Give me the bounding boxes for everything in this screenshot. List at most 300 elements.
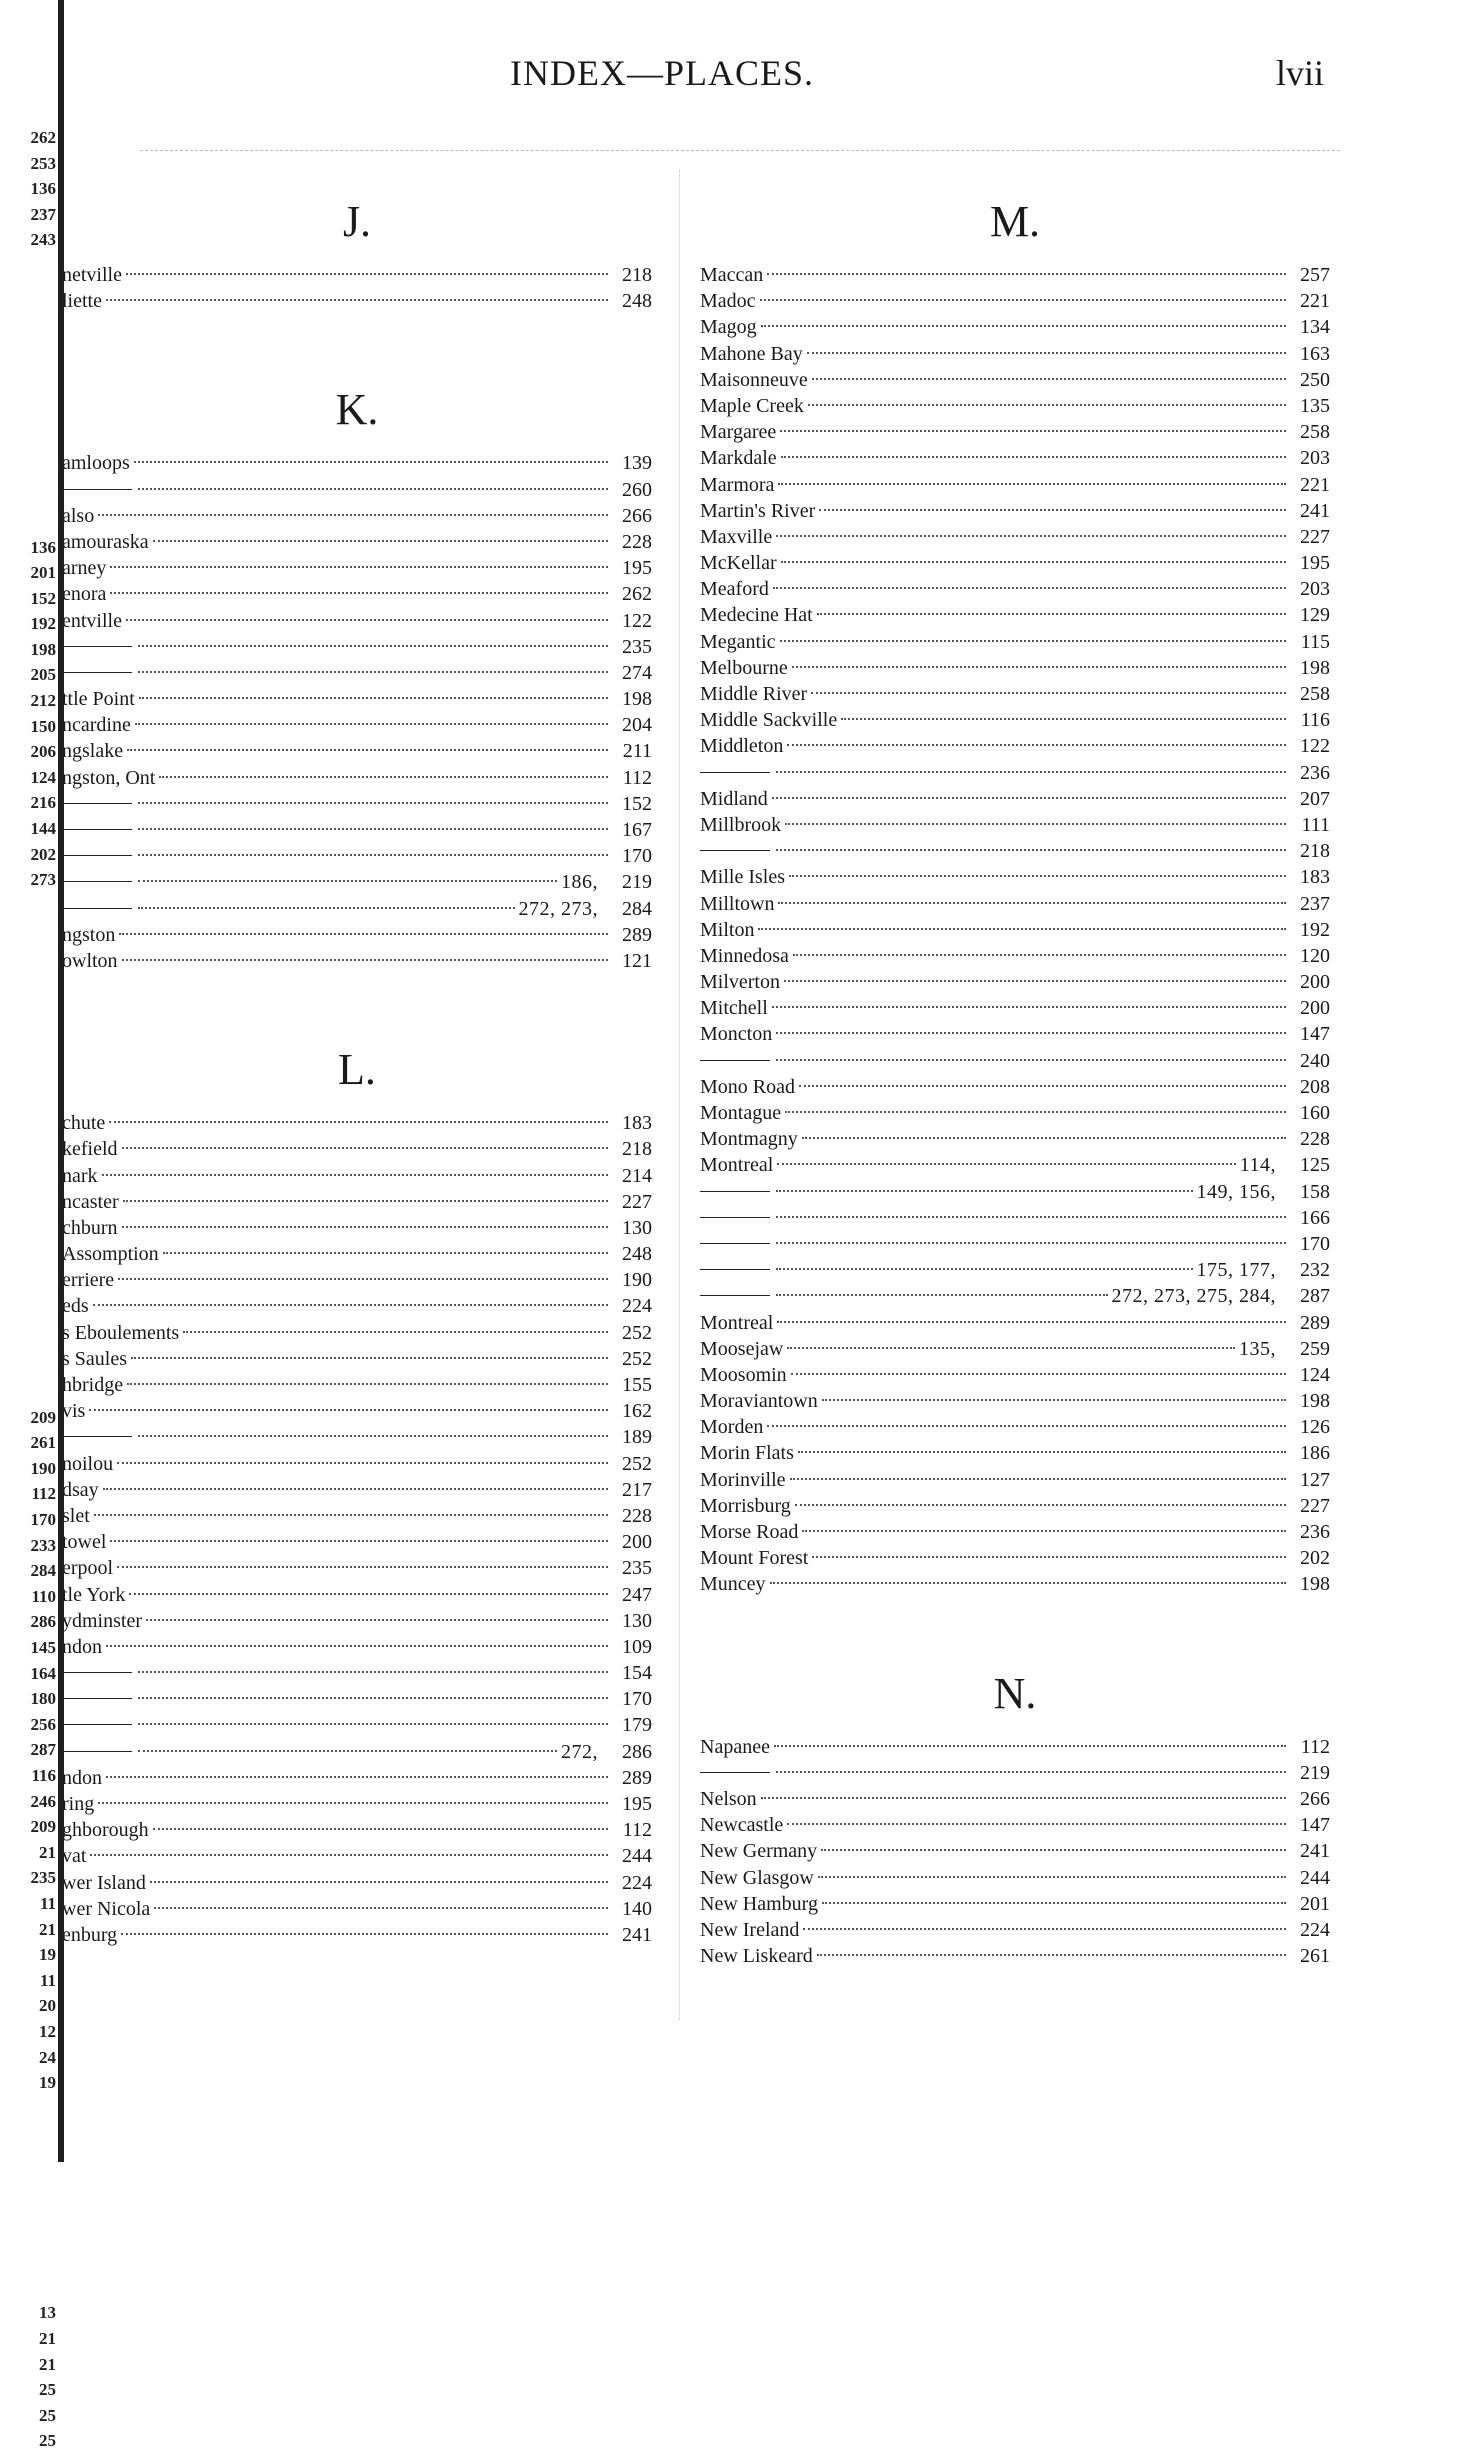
page-reference: 111: [1301, 813, 1330, 836]
edge-number: 112: [31, 1484, 56, 1504]
place-name: also: [62, 504, 95, 527]
index-entry: [62, 1870, 652, 1896]
dot-leader: [772, 1006, 1286, 1008]
page-reference: 211: [622, 740, 652, 763]
dot-leader: [153, 540, 608, 542]
page-reference: 219: [1300, 1761, 1330, 1784]
page-reference: 244: [622, 1845, 652, 1868]
index-entry: [700, 1100, 1330, 1126]
place-name: Napanee: [700, 1735, 770, 1758]
edge-number: [0, 1302, 58, 1328]
edge-number: [0, 2121, 58, 2147]
edge-number: 150: [30, 716, 56, 736]
place-name: wer Island: [62, 1871, 146, 1894]
dot-leader: [93, 1304, 608, 1306]
index-entry: [62, 529, 652, 555]
page-reference: 266: [622, 504, 652, 527]
section-letter: N.: [993, 1668, 1037, 1718]
index-entry: [700, 786, 1330, 812]
index-entry: [700, 1943, 1330, 1969]
page-reference: 252: [622, 1321, 652, 1344]
edge-number: [0, 1379, 58, 1405]
edge-number: [0, 483, 58, 509]
section-letter: K.: [335, 385, 379, 435]
index-entry: [700, 288, 1330, 314]
page-reference: 147: [1300, 1023, 1330, 1046]
index-entry: [62, 1922, 652, 1948]
dot-leader: [761, 1797, 1286, 1799]
page-reference: 261: [1300, 1945, 1330, 1968]
place-name: Montmagny: [700, 1128, 798, 1151]
index-entry: [62, 581, 652, 607]
place-name: nark: [62, 1164, 98, 1187]
dot-leader: [793, 954, 1286, 956]
index-entry: [62, 1634, 652, 1660]
page-reference: 218: [622, 264, 652, 286]
page-reference: 195: [622, 557, 652, 580]
dot-leader: [138, 488, 608, 490]
edge-number: [0, 355, 58, 381]
page-reference: 208: [1300, 1075, 1330, 1098]
page-reference: 170: [1300, 1232, 1330, 1255]
right-column: [700, 190, 1330, 2033]
place-name: ngston: [62, 923, 116, 946]
place-name: Margaree: [700, 421, 777, 444]
index-entry: [62, 686, 652, 712]
page-reference: 259: [1300, 1337, 1330, 1360]
edge-number: 13: [39, 2303, 56, 2323]
edge-number: 235: [30, 1868, 56, 1888]
index-entry: [700, 760, 1330, 786]
edge-number: [0, 1277, 58, 1303]
place-name: Midland: [700, 787, 768, 810]
page-reference: 140: [622, 1897, 652, 1920]
index-entry: [700, 550, 1330, 576]
index-entry: [700, 1734, 1330, 1760]
page-reference: 219: [622, 871, 652, 894]
place-name: enora: [62, 583, 107, 606]
dot-leader: [817, 613, 1286, 615]
dot-leader: [776, 1268, 1193, 1270]
page-reference: 179: [622, 1714, 652, 1737]
index-entry: [62, 1110, 652, 1136]
edge-number: 152: [30, 588, 56, 608]
additional-pages: 272, 273, 275, 284,: [1111, 1285, 1276, 1308]
dot-leader: [110, 566, 608, 568]
edge-number: [0, 1354, 58, 1380]
dot-leader: [780, 640, 1286, 642]
place-name: Moosejaw: [700, 1337, 784, 1360]
page-reference: 183: [1300, 866, 1330, 889]
edge-number: [0, 1072, 58, 1098]
place-name: Middleton: [700, 735, 784, 758]
index-entry: [62, 1896, 652, 1922]
index-entry: [62, 896, 652, 922]
page-reference: 227: [622, 1190, 652, 1213]
edge-number: 209: [30, 1407, 56, 1427]
index-entry: [700, 1493, 1330, 1519]
ditto-dash: [62, 1436, 132, 1437]
place-name: s Eboulements: [62, 1321, 180, 1344]
edge-number: 216: [30, 793, 56, 813]
edge-number: [0, 1226, 58, 1252]
index-entry: [700, 1048, 1330, 1074]
page-reference: 122: [622, 609, 652, 632]
index-entry: [700, 1571, 1330, 1597]
edge-number: 21: [39, 1842, 56, 1862]
index-entry: [62, 1398, 652, 1424]
page-reference: 139: [622, 452, 652, 475]
index-section: [62, 378, 652, 974]
ditto-dash: [700, 850, 770, 851]
dot-leader: [772, 797, 1286, 799]
ditto-dash: [62, 489, 132, 490]
page-reference: 214: [622, 1164, 652, 1187]
place-name: Maple Creek: [700, 394, 804, 417]
edge-number: [0, 432, 58, 458]
place-name: Moncton: [700, 1023, 773, 1046]
edge-number: 25: [39, 2405, 56, 2425]
index-entry: [700, 1812, 1330, 1838]
edge-number: 286: [30, 1612, 56, 1632]
index-entry: [62, 1189, 652, 1215]
dot-leader: [103, 1488, 608, 1490]
place-name: Megantic: [700, 630, 776, 653]
place-name: Nelson: [700, 1787, 757, 1810]
dot-leader: [126, 273, 608, 275]
page-reference: 155: [622, 1374, 652, 1396]
index-entry: [700, 812, 1330, 838]
edge-number: [0, 330, 58, 356]
dot-leader: [153, 1828, 608, 1830]
dot-leader: [819, 509, 1286, 511]
page-reference: 289: [1300, 1311, 1330, 1334]
dot-leader: [789, 875, 1286, 877]
index-entry: [62, 1791, 652, 1817]
index-entry: [62, 555, 652, 581]
edge-number: [0, 1098, 58, 1124]
index-entry: [62, 1608, 652, 1634]
index-entry: [700, 1917, 1330, 1943]
page-reference: 287: [1300, 1285, 1330, 1308]
place-name: ydminster: [62, 1609, 142, 1632]
place-name: New Germany: [700, 1840, 818, 1863]
dot-leader: [138, 1435, 608, 1437]
index-entry: [700, 1336, 1330, 1362]
index-entry: [62, 477, 652, 503]
index-entry: [700, 1467, 1330, 1493]
page-reference: 167: [622, 819, 652, 841]
edge-number: 25: [39, 2431, 56, 2451]
edge-number: 190: [30, 1458, 56, 1478]
edge-number: [0, 1149, 58, 1175]
edge-number: [0, 2249, 58, 2275]
page-reference: 221: [1300, 290, 1330, 313]
index-entry: [62, 1582, 652, 1608]
place-name: ngston, Ont: [62, 766, 156, 789]
index-entry: [62, 1320, 652, 1346]
place-name: Milltown: [700, 892, 775, 915]
place-name: Morinville: [700, 1468, 786, 1491]
ditto-dash: [62, 855, 132, 856]
dot-leader: [773, 587, 1286, 589]
place-name: noilou: [62, 1452, 114, 1475]
page-reference: 112: [622, 766, 652, 789]
index-entry: [62, 738, 652, 764]
place-name: dsay: [62, 1478, 99, 1501]
place-name: Markdale: [700, 447, 777, 470]
ditto-dash: [700, 1772, 770, 1773]
page-reference: 192: [1300, 918, 1330, 941]
edge-number: 145: [30, 1638, 56, 1658]
dot-leader: [802, 1137, 1286, 1139]
page-reference: 198: [1300, 656, 1330, 679]
additional-pages: 135,: [1239, 1337, 1276, 1360]
dot-leader: [776, 1242, 1286, 1244]
running-title: INDEX—PLACES.: [510, 53, 815, 93]
index-entry: [700, 733, 1330, 759]
dot-leader: [787, 1823, 1286, 1825]
place-name: vat: [62, 1845, 87, 1868]
edge-number: [0, 893, 58, 919]
place-name: Moosomin: [700, 1363, 787, 1386]
edge-number: 206: [30, 742, 56, 762]
place-name: chute: [62, 1112, 106, 1135]
page-reference: 241: [1300, 1840, 1330, 1863]
index-entry: [700, 1257, 1330, 1283]
index-entry: [700, 864, 1330, 890]
place-name: entville: [62, 609, 122, 632]
index-entry: [62, 608, 652, 634]
page-reference: 247: [622, 1583, 652, 1606]
page-reference: 235: [622, 1557, 652, 1580]
edge-number: 256: [30, 1714, 56, 1734]
dot-leader: [803, 1928, 1286, 1930]
dot-leader: [799, 1085, 1286, 1087]
dot-leader: [822, 1902, 1286, 1904]
page-reference: 227: [1300, 525, 1330, 548]
page-reference: 120: [1300, 944, 1330, 967]
page-reference: 260: [622, 478, 652, 501]
place-name: liette: [62, 290, 102, 313]
page-reference: 258: [1300, 421, 1330, 444]
place-name: Morin Flats: [700, 1442, 794, 1465]
edge-number: 19: [39, 1945, 56, 1965]
dot-leader: [135, 723, 608, 725]
place-name: towel: [62, 1531, 107, 1554]
dot-leader: [781, 456, 1286, 458]
dot-leader: [774, 1745, 1286, 1747]
index-section: [62, 1038, 652, 1948]
dot-leader: [183, 1331, 608, 1333]
edge-number: 261: [30, 1433, 56, 1453]
index-entry: [700, 1179, 1330, 1205]
edge-number: [0, 918, 58, 944]
dot-leader: [123, 1200, 608, 1202]
place-name: ttle Point: [62, 688, 135, 711]
place-name: New Glasgow: [700, 1866, 814, 1889]
page-reference: 186: [1300, 1442, 1330, 1465]
dot-leader: [119, 933, 608, 935]
dot-leader: [767, 273, 1286, 275]
dot-leader: [784, 980, 1286, 982]
index-entry: [62, 1267, 652, 1293]
dot-leader: [127, 749, 608, 751]
ditto-dash: [700, 1295, 770, 1296]
place-name: vis: [62, 1400, 86, 1423]
edge-number: 273: [30, 870, 56, 890]
edge-number: 110: [31, 1586, 56, 1606]
index-entry: [700, 681, 1330, 707]
page-reference: 207: [1300, 787, 1330, 810]
ditto-dash: [700, 1217, 770, 1218]
index-entry: [62, 843, 652, 869]
page-reference: 152: [622, 792, 652, 815]
ditto-dash: [62, 1724, 132, 1725]
index-entry: [700, 1310, 1330, 1336]
edge-number: [0, 1046, 58, 1072]
page-reference: 162: [622, 1400, 652, 1423]
index-entry: [700, 1231, 1330, 1257]
dot-leader: [131, 1357, 608, 1359]
page-reference: 227: [1300, 1494, 1330, 1517]
edge-number: 246: [30, 1791, 56, 1811]
page-reference: 241: [1300, 499, 1330, 522]
dot-leader: [811, 692, 1286, 694]
index-entry: [700, 891, 1330, 917]
edge-number: [0, 381, 58, 407]
index-entry: [700, 1021, 1330, 1047]
index-entry: [700, 341, 1330, 367]
edge-number: 21: [39, 2354, 56, 2374]
dot-leader: [126, 619, 608, 621]
edge-number: 164: [30, 1663, 56, 1683]
dot-leader: [138, 1723, 608, 1725]
edge-number: 243: [30, 230, 56, 250]
index-entry: [700, 629, 1330, 655]
index-entry: [62, 288, 652, 314]
page-reference: 286: [622, 1740, 652, 1763]
page-reference: 129: [1300, 604, 1330, 627]
place-name: Marmora: [700, 473, 775, 496]
dot-leader: [118, 1278, 608, 1280]
edge-number: 209: [30, 1817, 56, 1837]
edge-number: 287: [30, 1740, 56, 1760]
index-entry: [62, 1424, 652, 1450]
edge-number: 253: [30, 153, 56, 173]
page-reference: 252: [622, 1347, 652, 1370]
index-entry: [62, 1660, 652, 1686]
page-reference: 218: [1300, 840, 1330, 863]
place-name: enburg: [62, 1923, 118, 1946]
dot-leader: [98, 514, 608, 516]
dot-leader: [159, 776, 608, 778]
index-entry: [62, 1765, 652, 1791]
page-reference: 224: [622, 1295, 652, 1318]
index-entry: [62, 1503, 652, 1529]
edge-number: 11: [39, 1893, 56, 1913]
edge-number: 198: [30, 639, 56, 659]
edge-number: 284: [30, 1561, 56, 1581]
dot-leader: [792, 666, 1286, 668]
index-entry: [62, 1372, 652, 1398]
page-reference: 236: [1300, 1521, 1330, 1543]
place-name: Muncey: [700, 1573, 766, 1596]
dot-leader: [760, 299, 1286, 301]
edge-number: [0, 2096, 58, 2122]
index-entry: [700, 1414, 1330, 1440]
index-entry: [700, 498, 1330, 524]
index-entry: [700, 1760, 1330, 1786]
place-name: tle York: [62, 1583, 126, 1606]
index-entry: [700, 917, 1330, 943]
edge-number: 25: [39, 2380, 56, 2400]
edge-number: [0, 253, 58, 279]
dot-leader: [812, 1556, 1286, 1558]
index-entry: [700, 314, 1330, 340]
edge-number: [0, 458, 58, 484]
dot-leader: [776, 771, 1286, 773]
index-entry: [700, 1440, 1330, 1466]
place-name: eds: [62, 1295, 89, 1318]
index-entry: [62, 869, 652, 895]
place-name: Maisonneuve: [700, 368, 808, 391]
edge-number: 201: [30, 563, 56, 583]
ditto-dash: [62, 829, 132, 830]
index-entry: [700, 1891, 1330, 1917]
dot-leader: [776, 1059, 1286, 1061]
index-entry: [700, 1519, 1330, 1545]
dot-leader: [163, 1252, 608, 1254]
page-reference: 112: [1300, 1735, 1330, 1758]
index-entry: [62, 1686, 652, 1712]
index-entry: [700, 969, 1330, 995]
dot-leader: [110, 1540, 608, 1542]
page-reference: 240: [1300, 1049, 1330, 1072]
index-entry: [62, 1215, 652, 1241]
page-reference: 124: [1300, 1363, 1330, 1386]
place-name: Mahone Bay: [700, 342, 803, 365]
place-name: Morse Road: [700, 1521, 799, 1543]
index-entry: [62, 817, 652, 843]
index-entry: [62, 634, 652, 660]
index-entry: [700, 1074, 1330, 1100]
edge-number: 21: [39, 1919, 56, 1939]
index-entry: [62, 765, 652, 791]
page-reference: 200: [1300, 971, 1330, 994]
additional-pages: 186,: [561, 871, 598, 894]
place-name: New Ireland: [700, 1918, 800, 1941]
page-reference: 232: [1300, 1259, 1330, 1282]
page-reference: 130: [622, 1609, 652, 1632]
dot-leader: [777, 1163, 1235, 1165]
ditto-dash: [62, 803, 132, 804]
place-name: Medecine Hat: [700, 604, 813, 627]
place-name: amloops: [62, 452, 130, 475]
index-entry: [700, 524, 1330, 550]
ditto-dash: [700, 772, 770, 773]
dot-leader: [787, 744, 1286, 746]
place-name: chburn: [62, 1216, 118, 1239]
left-column: [62, 190, 652, 2012]
page-reference: 195: [622, 1793, 652, 1815]
page-reference: 112: [622, 1819, 652, 1842]
additional-pages: 272, 273,: [518, 897, 598, 920]
place-name: erriere: [62, 1269, 115, 1292]
page-reference: 122: [1300, 735, 1330, 758]
index-entry: [700, 1786, 1330, 1812]
place-name: Mount Forest: [700, 1547, 809, 1570]
